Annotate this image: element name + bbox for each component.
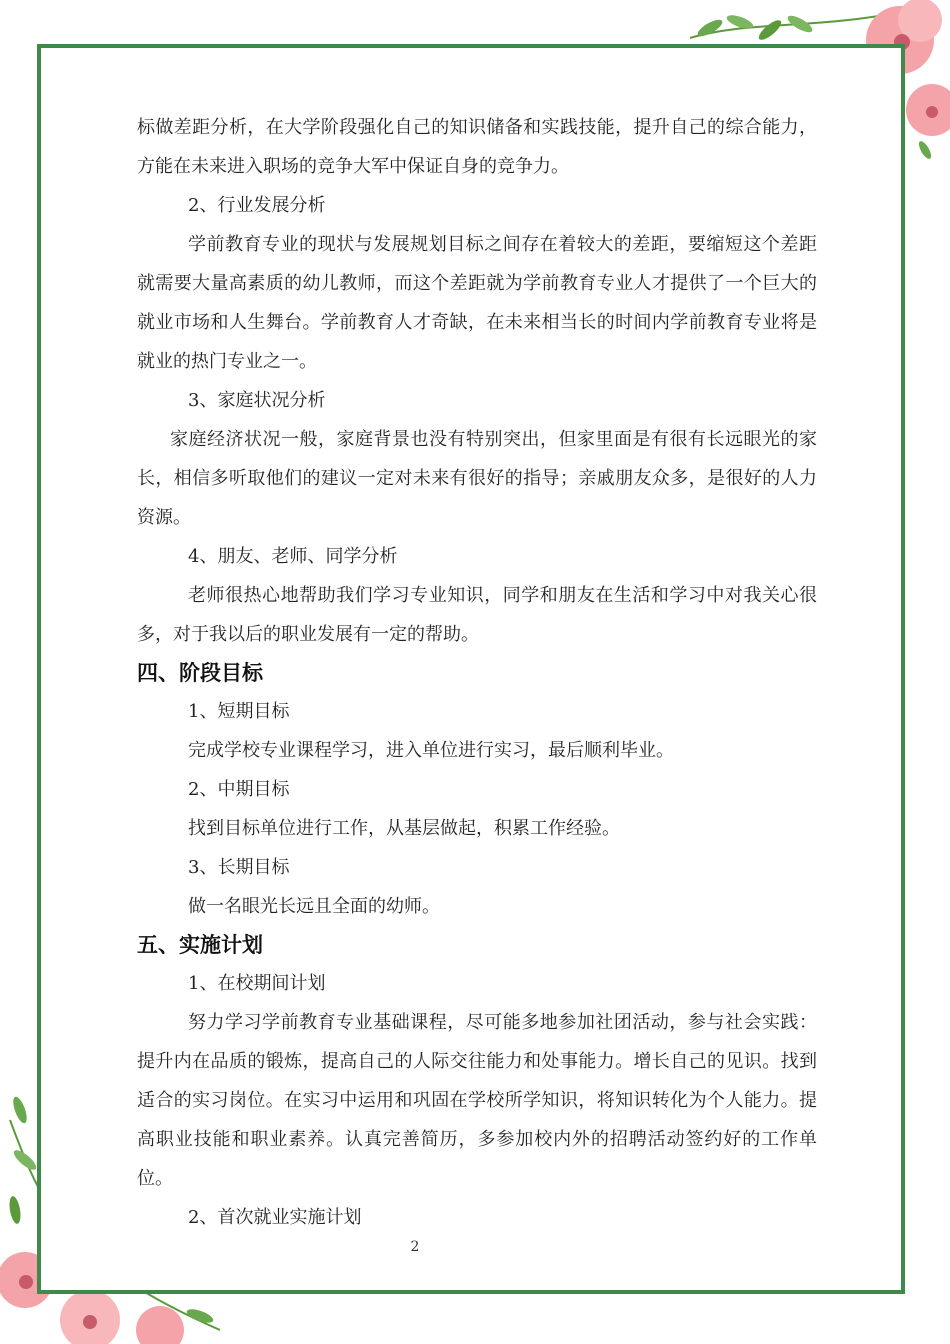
document-body <box>137 108 817 1237</box>
plan-school-body: 努力学习学前教育专业基础课程，尽可能多地参加社团活动，参与社会实践：提升内在品质的锻炼，提高自己的人际交往能力和处事能力。增长自己的见识。找到适合的实习岗位。在实习中运用和巩固在学校所学知识，将知识转化为个人能力。提高职业技能和职业素养。认真完善简历，多参加校内外的招聘活动签约好的工作单位。 <box>137 1012 817 1189</box>
goal-long-title: 3、长期目标 <box>188 857 290 878</box>
heading-stage-goals: 四、阶段目标 <box>137 661 263 685</box>
goal-short-title: 1、短期目标 <box>188 701 290 722</box>
heading-implementation-plan: 五、实施计划 <box>137 933 263 957</box>
section-title-family: 3、家庭状况分析 <box>188 390 326 411</box>
section-title-people: 4、朋友、老师、同学分析 <box>188 546 398 567</box>
industry-paragraph: 学前教育专业的现状与发展规划目标之间存在着较大的差距，要缩短这个差距就需要大量高素质的幼儿教师，而这个差距就为学前教育专业人才提供了一个巨大的就业市场和人生舞台。学前教育人才奇缺，在未来相当长的时间内学前教育专业将是就业的热门专业之一。 <box>137 234 817 372</box>
goal-short-body: 完成学校专业课程学习，进入单位进行实习，最后顺利毕业。 <box>188 740 674 761</box>
plan-first-job-title: 2、首次就业实施计划 <box>188 1207 362 1228</box>
people-paragraph: 老师很热心地帮助我们学习专业知识，同学和朋友在生活和学习中对我关心很多，对于我以后的职业发展有一定的帮助。 <box>137 585 817 645</box>
goal-mid-title: 2、中期目标 <box>188 779 290 800</box>
goal-mid-body: 找到目标单位进行工作，从基层做起，积累工作经验。 <box>188 818 620 839</box>
page-number: 2 <box>410 1239 420 1255</box>
continued-paragraph: 标做差距分析，在大学阶段强化自己的知识储备和实践技能，提升自己的综合能力，方能在未来进入职场的竞争大军中保证自身的竞争力。 <box>137 117 817 177</box>
family-paragraph: 家庭经济状况一般，家庭背景也没有特别突出，但家里面是有很有长远眼光的家长，相信多听取他们的建议一定对未来有很好的指导；亲戚朋友众多，是很好的人力资源。 <box>137 429 817 528</box>
goal-long-body: 做一名眼光长远且全面的幼师。 <box>188 896 440 917</box>
plan-school-title: 1、在校期间计划 <box>188 973 326 994</box>
section-title-industry: 2、行业发展分析 <box>188 195 326 216</box>
